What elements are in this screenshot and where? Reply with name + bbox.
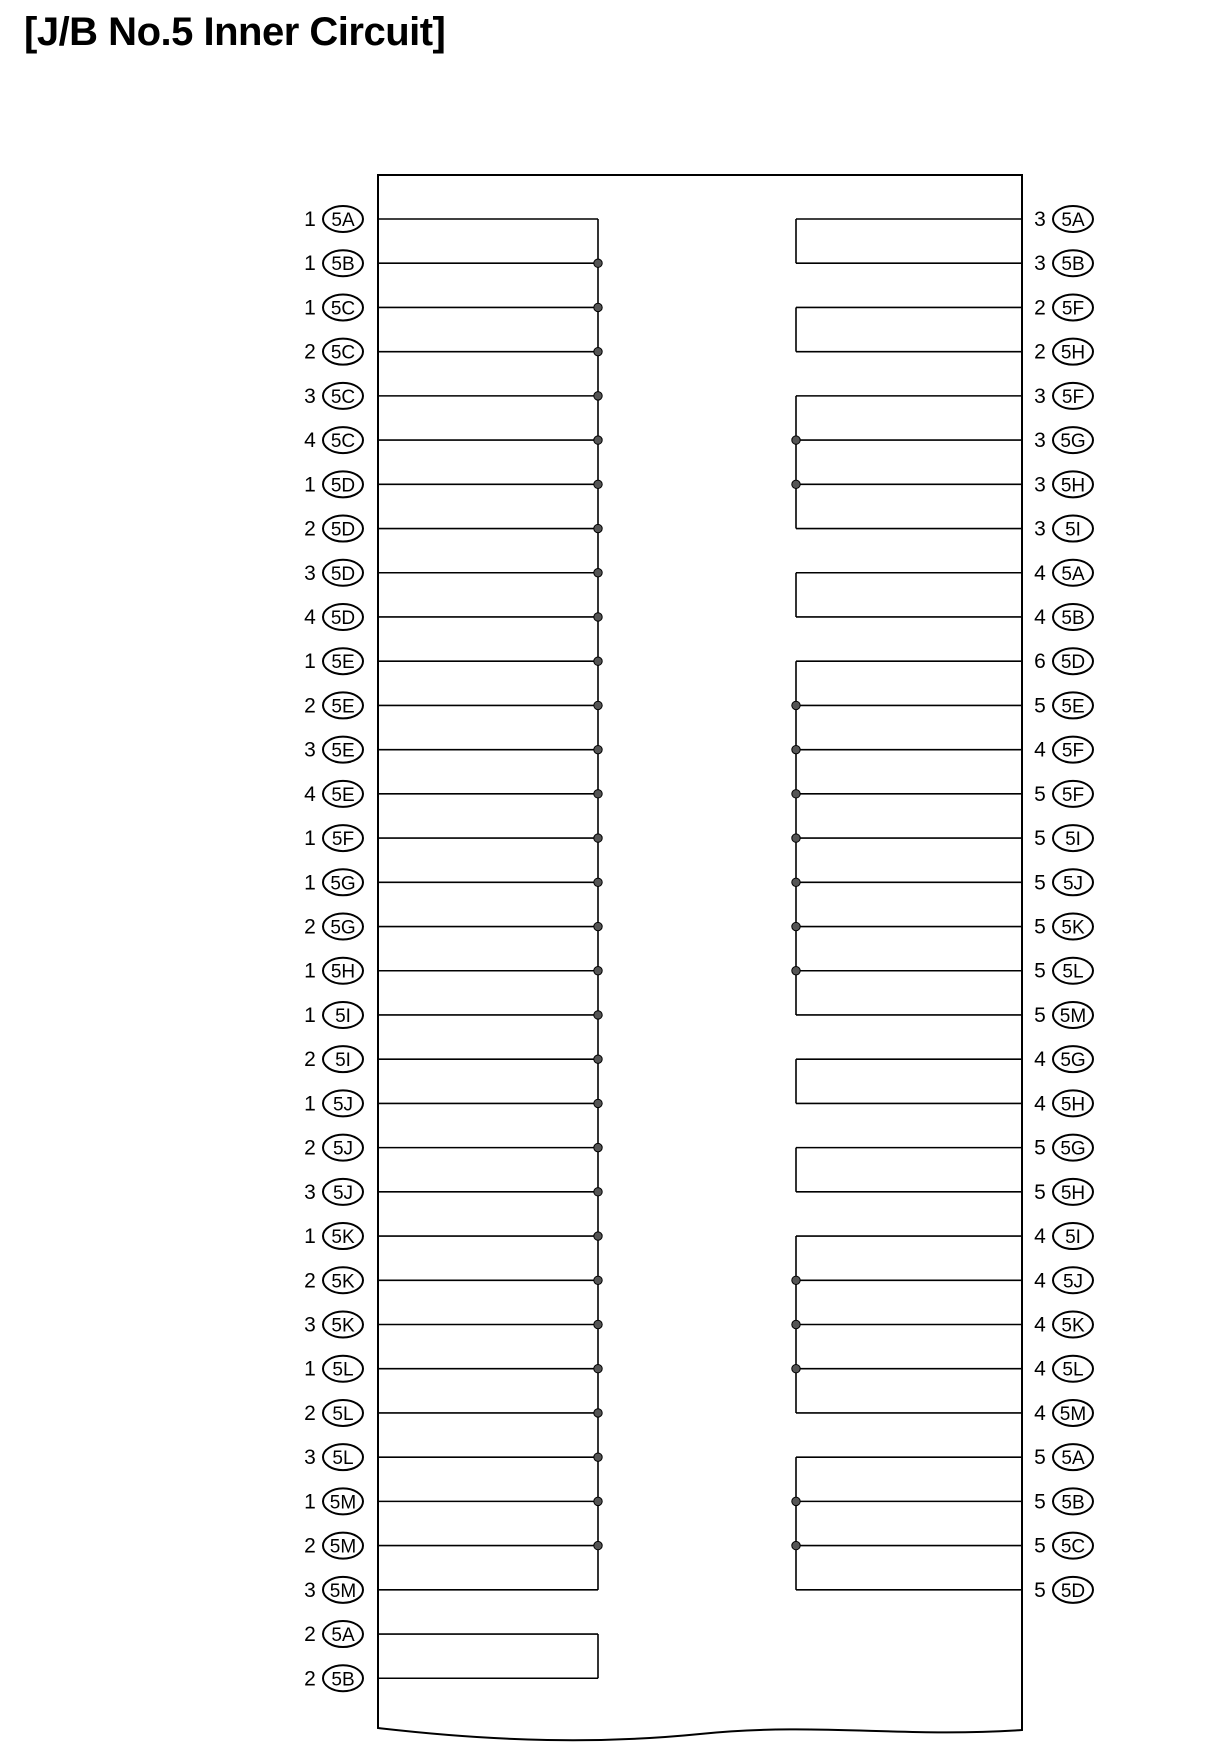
connector-id: 5D [1060, 652, 1086, 674]
left-pin-label [304, 958, 363, 984]
connector-id: 5A [1061, 1448, 1085, 1470]
junction-dot [792, 701, 800, 709]
connector-id: 5F [1061, 298, 1085, 320]
connector-id: 5L [332, 1359, 354, 1381]
pin-number: 4 [304, 429, 316, 453]
left-pin-label [304, 1665, 363, 1691]
pin-labels [304, 206, 1093, 1691]
junction-dot [792, 745, 800, 753]
junction-dot [594, 392, 602, 400]
connector-id: 5F [331, 829, 355, 851]
junction-dot [594, 1188, 602, 1196]
pin-number: 1 [304, 827, 316, 851]
pin-number: 3 [1034, 384, 1046, 408]
right-pin-label [1034, 604, 1093, 630]
pin-number: 6 [1034, 650, 1046, 674]
pin-number: 2 [304, 915, 316, 939]
connector-id: 5H [1060, 1182, 1086, 1204]
connector-id: 5I [1065, 1227, 1081, 1249]
connector-id: 5M [329, 1492, 357, 1514]
right-pin-label [1034, 206, 1093, 232]
pin-number: 1 [304, 1357, 316, 1381]
pin-number: 4 [1034, 1092, 1046, 1116]
connector-id: 5C [330, 431, 356, 453]
pin-number: 2 [1034, 340, 1046, 364]
right-pin-label [1034, 383, 1093, 409]
junction-dot [594, 524, 602, 532]
right-pin-label [1034, 825, 1093, 851]
left-pin-label [304, 516, 363, 542]
pin-number: 4 [304, 782, 316, 806]
connector-id: 5D [1060, 1580, 1086, 1602]
pin-number: 5 [1034, 1180, 1046, 1204]
connector-id: 5H [330, 961, 356, 983]
connector-id: 5F [1061, 740, 1085, 762]
connector-id: 5J [1062, 873, 1084, 895]
right-pin-label [1034, 737, 1093, 763]
connector-id: 5E [331, 784, 355, 806]
pin-number: 4 [1034, 1225, 1046, 1249]
pin-number: 2 [304, 1401, 316, 1425]
junction-dot [792, 967, 800, 975]
pin-number: 4 [1034, 1313, 1046, 1337]
connector-id: 5H [1060, 342, 1086, 364]
junction-dot [594, 657, 602, 665]
pin-number: 5 [1034, 827, 1046, 851]
connector-id: 5C [330, 298, 356, 320]
junction-dot [594, 790, 602, 798]
pin-number: 5 [1034, 1534, 1046, 1558]
right-pin-label [1034, 1267, 1093, 1293]
pin-number: 3 [1034, 252, 1046, 276]
pin-number: 5 [1034, 1136, 1046, 1160]
right-pin-label [1034, 1135, 1093, 1161]
pin-number: 1 [304, 296, 316, 320]
connector-id: 5M [329, 1536, 357, 1558]
connector-id: 5B [1061, 607, 1085, 629]
left-pin-label [304, 1577, 363, 1603]
pin-number: 1 [304, 650, 316, 674]
left-pin-label [304, 737, 363, 763]
junction-dot [792, 1497, 800, 1505]
pin-number: 2 [304, 694, 316, 718]
junction-dot [792, 1276, 800, 1284]
right-pin-label [1034, 1444, 1093, 1470]
pin-number: 2 [304, 1667, 316, 1691]
junction-dot [594, 1320, 602, 1328]
connector-id: 5F [1061, 386, 1085, 408]
left-pin-label [304, 1621, 363, 1647]
pin-number: 3 [1034, 517, 1046, 541]
connector-id: 5A [1061, 210, 1085, 231]
connector-id: 5J [332, 1094, 354, 1116]
pin-number: 4 [1034, 1269, 1046, 1293]
pin-number: 2 [304, 1136, 316, 1160]
connector-id: 5A [331, 210, 355, 231]
connector-id: 5B [331, 1669, 355, 1691]
left-pin-label [304, 1267, 363, 1293]
connector-id: 5E [331, 696, 355, 718]
left-pin-label [304, 1533, 363, 1559]
connector-id: 5E [331, 652, 355, 674]
junction-dot [792, 922, 800, 930]
junction-dot [792, 878, 800, 886]
pin-number: 2 [304, 1048, 316, 1072]
pin-number: 5 [1034, 1446, 1046, 1470]
left-pin-label [304, 1400, 363, 1426]
left-pin-label [304, 692, 363, 718]
pin-number: 4 [1034, 561, 1046, 585]
connector-id: 5G [1060, 431, 1086, 453]
pin-number: 3 [304, 738, 316, 762]
pin-number: 1 [304, 1003, 316, 1027]
left-pin-label [304, 1488, 363, 1514]
connector-id: 5G [330, 917, 356, 939]
right-pin-label [1034, 1400, 1093, 1426]
right-pin-label [1034, 427, 1093, 453]
left-pin-label [304, 869, 363, 895]
connector-id: 5E [1061, 696, 1085, 718]
pin-number: 5 [1034, 959, 1046, 983]
junction-dot [594, 878, 602, 886]
pin-number: 1 [304, 1225, 316, 1249]
pin-number: 3 [1034, 208, 1046, 231]
connector-id: 5B [1061, 254, 1085, 276]
connector-id: 5I [1065, 519, 1081, 541]
connector-id: 5L [332, 1403, 354, 1425]
pin-number: 3 [1034, 473, 1046, 497]
right-pin-label [1034, 1533, 1093, 1559]
connector-id: 5H [1060, 475, 1086, 497]
connector-id: 5G [1060, 1050, 1086, 1072]
pin-number: 2 [304, 340, 316, 364]
left-pin-label [304, 1046, 363, 1072]
right-pin-label [1034, 1046, 1093, 1072]
left-pin-label [304, 206, 363, 232]
pin-number: 5 [1034, 915, 1046, 939]
junction-dot [594, 1541, 602, 1549]
junction-dot [792, 436, 800, 444]
right-pin-label [1034, 250, 1093, 276]
connector-id: 5I [335, 1050, 351, 1072]
connector-id: 5M [1059, 1403, 1087, 1425]
connector-id: 5I [1065, 829, 1081, 851]
connector-id: 5L [1062, 1359, 1084, 1381]
junction-dot [594, 1055, 602, 1063]
connector-id: 5C [330, 386, 356, 408]
left-pin-label [304, 1090, 363, 1116]
connector-id: 5L [332, 1448, 354, 1470]
junction-dot [594, 834, 602, 842]
junction-dot [594, 1409, 602, 1417]
pin-number: 5 [1034, 1490, 1046, 1514]
right-pin-label [1034, 648, 1093, 674]
junction-dot [792, 1541, 800, 1549]
left-pin-label [304, 471, 363, 497]
pin-number: 3 [304, 1446, 316, 1470]
junction-dot [594, 613, 602, 621]
pin-number: 1 [304, 252, 316, 276]
junction-dot [792, 834, 800, 842]
connector-id: 5G [1060, 1138, 1086, 1160]
right-pin-label [1034, 471, 1093, 497]
left-pin-label [304, 781, 363, 807]
connector-id: 5B [331, 254, 355, 276]
connector-id: 5D [330, 607, 356, 629]
junction-dot [594, 1099, 602, 1107]
pin-number: 4 [1034, 1401, 1046, 1425]
pin-number: 5 [1034, 871, 1046, 895]
pin-number: 3 [1034, 429, 1046, 453]
connector-id: 5J [332, 1182, 354, 1204]
pin-number: 5 [1034, 694, 1046, 718]
connector-id: 5J [1062, 1271, 1084, 1293]
pin-number: 2 [304, 1269, 316, 1293]
right-pin-label [1034, 560, 1093, 586]
junction-dot [594, 1276, 602, 1284]
pin-number: 4 [1034, 1357, 1046, 1381]
left-pin-label [304, 250, 363, 276]
wires [378, 219, 1022, 1678]
junction-dot [594, 1453, 602, 1461]
connector-id: 5K [331, 1315, 355, 1337]
junction-dot [594, 967, 602, 975]
right-pin-label [1034, 294, 1093, 320]
junction-dot [792, 480, 800, 488]
right-pin-label [1034, 339, 1093, 365]
junction-dot [594, 259, 602, 267]
junction-dot [594, 701, 602, 709]
right-pin-label [1034, 1577, 1093, 1603]
junction-dots [594, 259, 800, 1550]
pin-number: 2 [304, 1534, 316, 1558]
right-pin-label [1034, 1090, 1093, 1116]
left-pin-label [304, 604, 363, 630]
left-pin-label [304, 1312, 363, 1338]
pin-number: 1 [304, 208, 316, 231]
right-pin-label [1034, 1488, 1093, 1514]
junction-dot [792, 790, 800, 798]
connector-id: 5K [1061, 917, 1085, 939]
page-title: [J/B No.5 Inner Circuit] [24, 10, 446, 54]
left-pin-label [304, 1002, 363, 1028]
connector-id: 5D [330, 563, 356, 585]
pin-number: 4 [1034, 738, 1046, 762]
junction-dot [594, 1143, 602, 1151]
right-pin-label [1034, 1356, 1093, 1382]
pin-number: 3 [304, 561, 316, 585]
left-pin-label [304, 560, 363, 586]
left-pin-label [304, 294, 363, 320]
connector-id: 5G [330, 873, 356, 895]
left-pin-label [304, 1135, 363, 1161]
pin-number: 5 [1034, 1578, 1046, 1602]
connector-id: 5D [330, 475, 356, 497]
connector-id: 5F [1061, 784, 1085, 806]
connector-id: 5K [1061, 1315, 1085, 1337]
left-pin-label [304, 1223, 363, 1249]
junction-dot [594, 1011, 602, 1019]
junction-dot [594, 1497, 602, 1505]
right-pin-label [1034, 1002, 1093, 1028]
right-pin-label [1034, 1312, 1093, 1338]
left-pin-label [304, 1356, 363, 1382]
junction-dot [594, 436, 602, 444]
pin-number: 4 [304, 605, 316, 629]
left-pin-label [304, 648, 363, 674]
connector-id: 5K [331, 1271, 355, 1293]
pin-number: 3 [304, 1313, 316, 1337]
junction-block-outline [378, 175, 1022, 1740]
connector-id: 5J [332, 1138, 354, 1160]
junction-dot [594, 303, 602, 311]
connector-id: 5C [330, 342, 356, 364]
pin-number: 3 [304, 384, 316, 408]
junction-dot [594, 922, 602, 930]
left-pin-label [304, 427, 363, 453]
pin-number: 3 [304, 1578, 316, 1602]
right-pin-label [1034, 914, 1093, 940]
connector-id: 5H [1060, 1094, 1086, 1116]
connector-id: 5C [1060, 1536, 1086, 1558]
right-pin-label [1034, 869, 1093, 895]
junction-dot [792, 1365, 800, 1373]
pin-number: 5 [1034, 782, 1046, 806]
pin-number: 1 [304, 1092, 316, 1116]
pin-number: 4 [1034, 1048, 1046, 1072]
pin-number: 1 [304, 959, 316, 983]
junction-dot [594, 1232, 602, 1240]
left-pin-label [304, 914, 363, 940]
connector-id: 5M [329, 1580, 357, 1602]
junction-dot [594, 480, 602, 488]
left-pin-label [304, 1179, 363, 1205]
left-pin-label [304, 339, 363, 365]
connector-id: 5I [335, 1005, 351, 1027]
left-pin-label [304, 383, 363, 409]
pin-number: 1 [304, 473, 316, 497]
right-pin-label [1034, 692, 1093, 718]
connector-id: 5M [1059, 1005, 1087, 1027]
junction-dot [594, 1365, 602, 1373]
pin-number: 1 [304, 1490, 316, 1514]
right-pin-label [1034, 958, 1093, 984]
connector-id: 5E [331, 740, 355, 762]
junction-dot [594, 745, 602, 753]
pin-number: 3 [304, 1180, 316, 1204]
pin-number: 2 [1034, 296, 1046, 320]
connector-id: 5A [1061, 563, 1085, 585]
right-pin-label [1034, 516, 1093, 542]
right-pin-label [1034, 1223, 1093, 1249]
junction-dot [792, 1320, 800, 1328]
left-pin-label [304, 1444, 363, 1470]
connector-id: 5D [330, 519, 356, 541]
pin-number: 2 [304, 517, 316, 541]
left-pin-label [304, 825, 363, 851]
pin-number: 1 [304, 871, 316, 895]
connector-id: 5L [1062, 961, 1084, 983]
connector-id: 5B [1061, 1492, 1085, 1514]
connector-id: 5K [331, 1227, 355, 1249]
pin-number: 2 [304, 1623, 316, 1647]
pin-number: 5 [1034, 1003, 1046, 1027]
pin-number: 4 [1034, 605, 1046, 629]
junction-dot [594, 569, 602, 577]
junction-dot [594, 347, 602, 355]
connector-id: 5A [331, 1625, 355, 1647]
right-pin-label [1034, 1179, 1093, 1205]
right-pin-label [1034, 781, 1093, 807]
